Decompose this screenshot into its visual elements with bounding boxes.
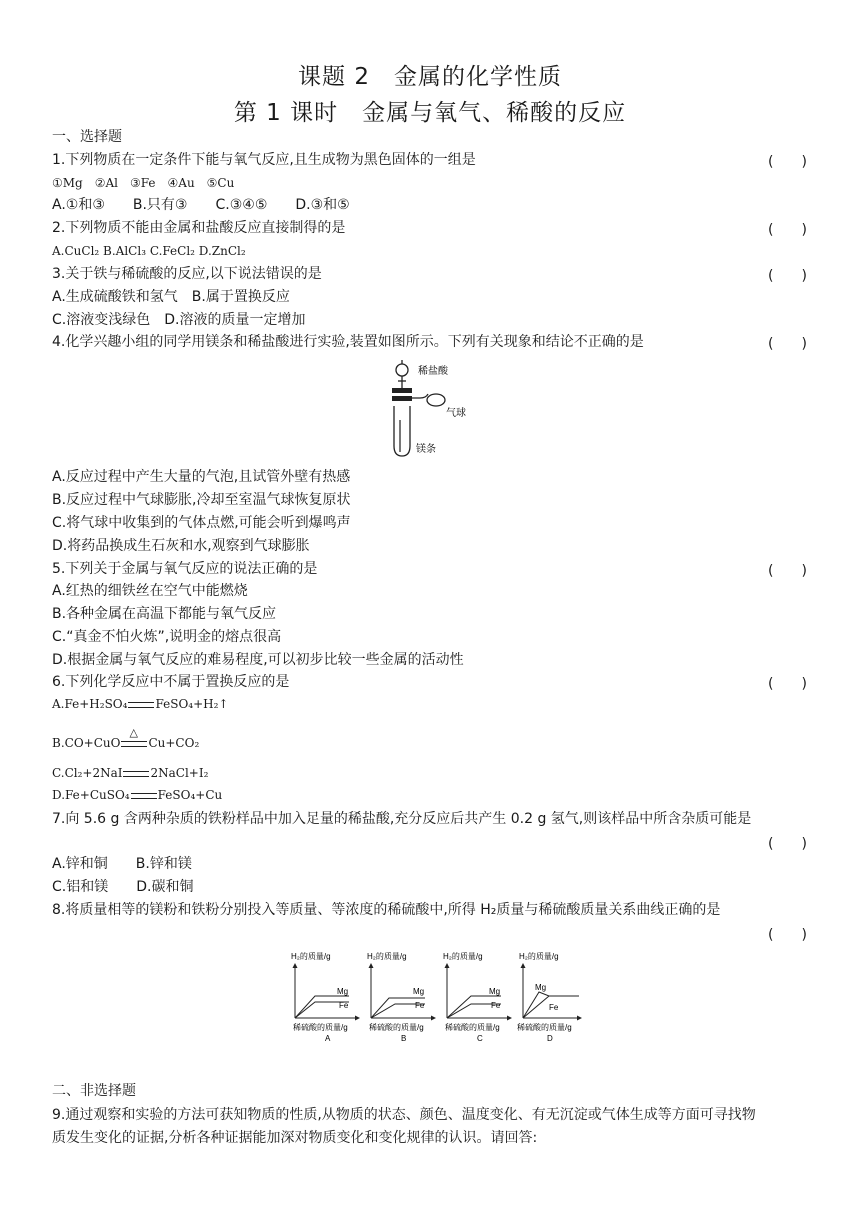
page-subtitle: 第 1 课时 金属与氧气、稀酸的反应 — [233, 100, 627, 126]
q3-options-ab: A.生成硫酸铁和氢气 B.属于置换反应 — [52, 289, 290, 305]
q5-option-c: C.“真金不怕火炼”,说明金的熔点很高 — [52, 629, 282, 645]
q1-items: ①Mg ②Al ③Fe ④Au ⑤Cu — [52, 176, 235, 190]
q1-stem: 1.下列物质在一定条件下能与氧气反应,且生成物为黑色固体的一组是 — [52, 152, 476, 168]
q4-label-balloon: 气球 — [446, 408, 466, 419]
q4-apparatus-figure — [376, 358, 486, 460]
graph-b — [371, 964, 435, 1018]
q7-stem: 7.向 5.6 g 含两种杂质的铁粉样品中加入足量的稀盐酸,充分反应后共产生 0.2 g 氢气,则该样品中所含杂质可能是 — [52, 811, 752, 827]
q2-stem: 2.下列物质不能由金属和盐酸反应直接制得的是 — [52, 220, 346, 236]
q8-stem: 8.将质量相等的镁粉和铁粉分别投入等质量、等浓度的稀硫酸中,所得 H₂质量与稀硫酸质量关系曲线正确的是 — [52, 902, 721, 918]
graph-c-fe: Fe — [491, 1001, 501, 1010]
graph-c — [447, 964, 511, 1018]
q7-answer-bracket: ( ) — [768, 836, 807, 852]
q5-option-d: D.根据金属与氧气反应的难易程度,可以初步比较一些金属的活动性 — [52, 652, 464, 668]
graph-c-letter: C — [477, 1034, 483, 1043]
graph-a-xlabel: 稀硫酸的质量/g — [293, 1023, 348, 1032]
q1-options: A.①和③ B.只有③ C.③④⑤ D.③和⑤ — [52, 197, 350, 213]
graph-c-mg: Mg — [489, 987, 501, 996]
graph-d-ylabel: H₂的质量/g — [519, 952, 559, 961]
q7-options-cd: C.铝和镁 D.碳和铜 — [52, 879, 194, 895]
q9-line-1: 9.通过观察和实验的方法可获知物质的性质,从物质的状态、颜色、温度变化、有无沉淀或气体生成等方面可寻找物 — [52, 1107, 756, 1123]
graph-b-fe: Fe — [415, 1001, 425, 1010]
page-title: 课题 2 金属的化学性质 — [298, 64, 562, 90]
q5-answer-bracket: ( ) — [768, 563, 807, 579]
q1-answer-bracket: ( ) — [768, 154, 807, 170]
graph-d-mg: Mg — [535, 983, 547, 992]
graph-d-fe: Fe — [549, 1003, 559, 1012]
q6-option-c: C.Cl₂+2NaI 2NaCl+I₂ — [52, 766, 209, 780]
graph-a-fe: Fe — [339, 1001, 349, 1010]
q3-options-cd: C.溶液变浅绿色 D.溶液的质量一定增加 — [52, 312, 306, 328]
q7-options-ab: A.锌和铜 B.锌和镁 — [52, 856, 192, 872]
q4-option-a: A.反应过程中产生大量的气泡,且试管外壁有热感 — [52, 469, 351, 485]
q3-answer-bracket: ( ) — [768, 268, 807, 284]
q4-stem: 4.化学兴趣小组的同学用镁条和稀盐酸进行实验,装置如图所示。下列有关现象和结论不正确的是 — [52, 334, 644, 350]
graph-b-letter: B — [401, 1034, 407, 1043]
q4-option-b: B.反应过程中气球膨胀,冷却至室温气球恢复原状 — [52, 492, 351, 508]
q6-stem: 6.下列化学反应中不属于置换反应的是 — [52, 674, 290, 690]
q3-stem: 3.关于铁与稀硫酸的反应,以下说法错误的是 — [52, 266, 322, 282]
graph-a-ylabel: H₂的质量/g — [291, 952, 331, 961]
q8-answer-bracket: ( ) — [768, 927, 807, 943]
graph-d-xlabel: 稀硫酸的质量/g — [517, 1023, 572, 1032]
graph-a — [295, 964, 359, 1018]
graph-b-xlabel: 稀硫酸的质量/g — [369, 1023, 424, 1032]
q6-option-a: A.Fe+H₂SO₄ FeSO₄+H₂↑ — [52, 697, 229, 711]
q6-option-b: B.CO+CuO △ Cu+CO₂ — [52, 725, 200, 750]
q4-option-d: D.将药品换成生石灰和水,观察到气球膨胀 — [52, 538, 310, 554]
q4-option-c: C.将气球中收集到的气体点燃,可能会听到爆鸣声 — [52, 515, 351, 531]
q6-option-d: D.Fe+CuSO₄ FeSO₄+Cu — [52, 788, 223, 802]
q9-line-2: 质发生变化的证据,分析各种证据能加深对物质变化和变化规律的认识。请回答: — [52, 1130, 538, 1146]
graph-c-xlabel: 稀硫酸的质量/g — [445, 1023, 500, 1032]
graph-a-letter: A — [325, 1034, 331, 1043]
graph-c-ylabel: H₂的质量/g — [443, 952, 483, 961]
heat-symbol: △ — [129, 725, 138, 739]
section-heading-non-choice: 二、非选择题 — [52, 1083, 136, 1099]
graph-b-ylabel: H₂的质量/g — [367, 952, 407, 961]
section-heading-choice: 一、选择题 — [52, 129, 122, 145]
graph-a-mg: Mg — [337, 987, 349, 996]
q2-answer-bracket: ( ) — [768, 222, 807, 238]
q5-option-a: A.红热的细铁丝在空气中能燃烧 — [52, 583, 248, 599]
q4-label-magnesium: 镁条 — [416, 444, 436, 455]
q2-options: A.CuCl₂ B.AlCl₃ C.FeCl₂ D.ZnCl₂ — [52, 244, 246, 258]
q8-graphs-figure — [287, 950, 587, 1045]
q5-option-b: B.各种金属在高温下都能与氧气反应 — [52, 606, 277, 622]
q6-answer-bracket: ( ) — [768, 676, 807, 692]
q4-answer-bracket: ( ) — [768, 336, 807, 352]
graph-d-letter: D — [547, 1034, 553, 1043]
graph-b-mg: Mg — [413, 987, 425, 996]
q4-label-acid: 稀盐酸 — [418, 366, 448, 377]
q5-stem: 5.下列关于金属与氧气反应的说法正确的是 — [52, 561, 318, 577]
